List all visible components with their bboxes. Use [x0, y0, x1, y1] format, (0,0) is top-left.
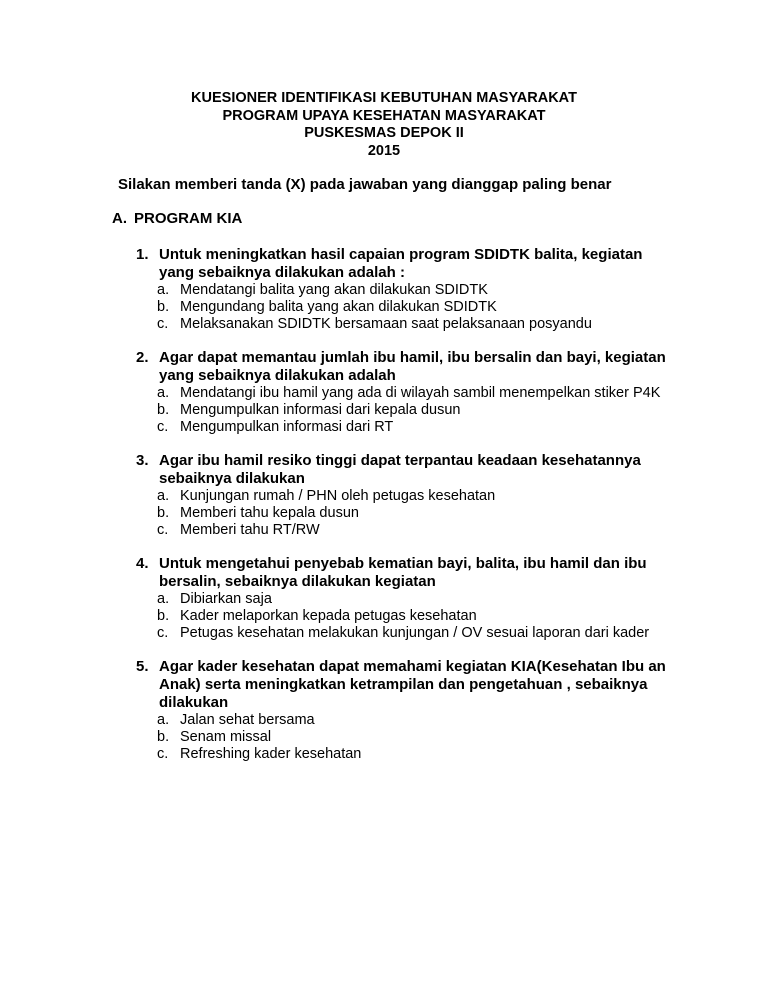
option-text: Mendatangi ibu hamil yang ada di wilayah sambil menempelkan stiker P4K — [180, 385, 661, 401]
question-text: Untuk mengetahui penyebab kematian bayi, balita, ibu hamil dan ibu bersalin, sebaiknya dilakukan kegiatan — [159, 555, 647, 590]
instruction-text: Silakan memberi tanda (X) pada jawaban yang dianggap paling benar — [118, 176, 612, 193]
option-text: Kader melaporkan kepada petugas kesehatan — [180, 608, 477, 624]
answer-options — [157, 712, 676, 763]
question-number: 3. — [136, 452, 149, 469]
question-number: 2. — [136, 349, 149, 366]
question-item — [136, 452, 676, 539]
option-text: Refreshing kader kesehatan — [180, 746, 362, 762]
option-letter: b. — [157, 402, 170, 418]
question-number: 4. — [136, 555, 149, 572]
option-text: Senam missal — [180, 729, 272, 745]
option-letter: b. — [157, 505, 170, 521]
option-letter: a. — [157, 488, 170, 504]
option-letter: a. — [157, 385, 170, 401]
option-text: Mengumpulkan informasi dari kepala dusun — [180, 402, 461, 418]
question-list — [136, 246, 676, 779]
option-letter: c. — [157, 522, 169, 538]
answer-option[interactable] — [157, 625, 676, 642]
option-text: Kunjungan rumah / PHN oleh petugas kesehatan — [180, 488, 496, 504]
option-text: Dibiarkan saja — [180, 591, 272, 607]
question-item — [136, 555, 676, 642]
option-letter: a. — [157, 591, 170, 607]
answer-option[interactable] — [157, 712, 676, 729]
option-text: Melaksanakan SDIDTK bersamaan saat pelaksanaan posyandu — [180, 316, 592, 332]
option-text: Jalan sehat bersama — [180, 712, 315, 728]
answer-option[interactable] — [157, 608, 676, 625]
answer-option[interactable] — [157, 505, 676, 522]
option-letter: c. — [157, 746, 169, 762]
answer-option[interactable] — [157, 299, 676, 316]
answer-option[interactable] — [157, 591, 676, 608]
question-number: 5. — [136, 658, 149, 675]
option-letter: c. — [157, 625, 169, 641]
option-letter: c. — [157, 419, 169, 435]
option-text: Mengumpulkan informasi dari RT — [180, 419, 394, 435]
header-title-line-3: PUSKESMAS DEPOK II — [304, 125, 464, 141]
option-text: Petugas kesehatan melakukan kunjungan / OV sesuai laporan dari kader — [180, 625, 650, 641]
answer-option[interactable] — [157, 729, 676, 746]
option-letter: c. — [157, 316, 169, 332]
option-text: Mendatangi balita yang akan dilakukan SDIDTK — [180, 282, 488, 298]
answer-option[interactable] — [157, 316, 676, 333]
option-text: Memberi tahu RT/RW — [180, 522, 320, 538]
section-letter: A. — [112, 210, 127, 227]
answer-option[interactable] — [157, 488, 676, 505]
question-item — [136, 349, 676, 436]
header-title-line-2: PROGRAM UPAYA KESEHATAN MASYARAKAT — [222, 107, 546, 124]
answer-option[interactable] — [157, 402, 676, 419]
option-letter: b. — [157, 608, 170, 624]
question-number: 1. — [136, 246, 149, 263]
section-heading — [112, 210, 242, 228]
answer-options — [157, 282, 676, 333]
document-header — [0, 90, 768, 160]
option-letter: b. — [157, 729, 170, 745]
header-title-line-1: KUESIONER IDENTIFIKASI KEBUTUHAN MASYARAKAT — [191, 90, 577, 106]
answer-option[interactable] — [157, 522, 676, 539]
option-letter: a. — [157, 712, 170, 728]
answer-option[interactable] — [157, 385, 676, 402]
answer-option[interactable] — [157, 282, 676, 299]
question-text: Agar kader kesehatan dapat memahami kegiatan KIA(Kesehatan Ibu an Anak) serta meningkatkan ketrampilan dan pengetahuan , sebaiknya dilakukan — [159, 658, 666, 711]
answer-option[interactable] — [157, 746, 676, 763]
answer-options — [157, 591, 676, 642]
answer-options — [157, 385, 676, 436]
option-text: Mengundang balita yang akan dilakukan SDIDTK — [180, 299, 497, 315]
question-text: Agar ibu hamil resiko tinggi dapat terpantau keadaan kesehatannya sebaiknya dilakukan — [159, 452, 641, 487]
answer-options — [157, 488, 676, 539]
option-text: Memberi tahu kepala dusun — [180, 505, 359, 521]
answer-option[interactable] — [157, 419, 676, 436]
header-year: 2015 — [367, 142, 401, 159]
option-letter: a. — [157, 282, 170, 298]
option-letter: b. — [157, 299, 170, 315]
question-text: Agar dapat memantau jumlah ibu hamil, ibu bersalin dan bayi, kegiatan yang sebaiknya dilakukan adalah — [159, 349, 666, 384]
question-item — [136, 658, 676, 763]
question-item — [136, 246, 676, 333]
question-text: Untuk meningkatkan hasil capaian program SDIDTK balita, kegiatan yang sebaiknya dilakukan adalah : — [159, 246, 643, 281]
section-title: PROGRAM KIA — [134, 210, 243, 227]
